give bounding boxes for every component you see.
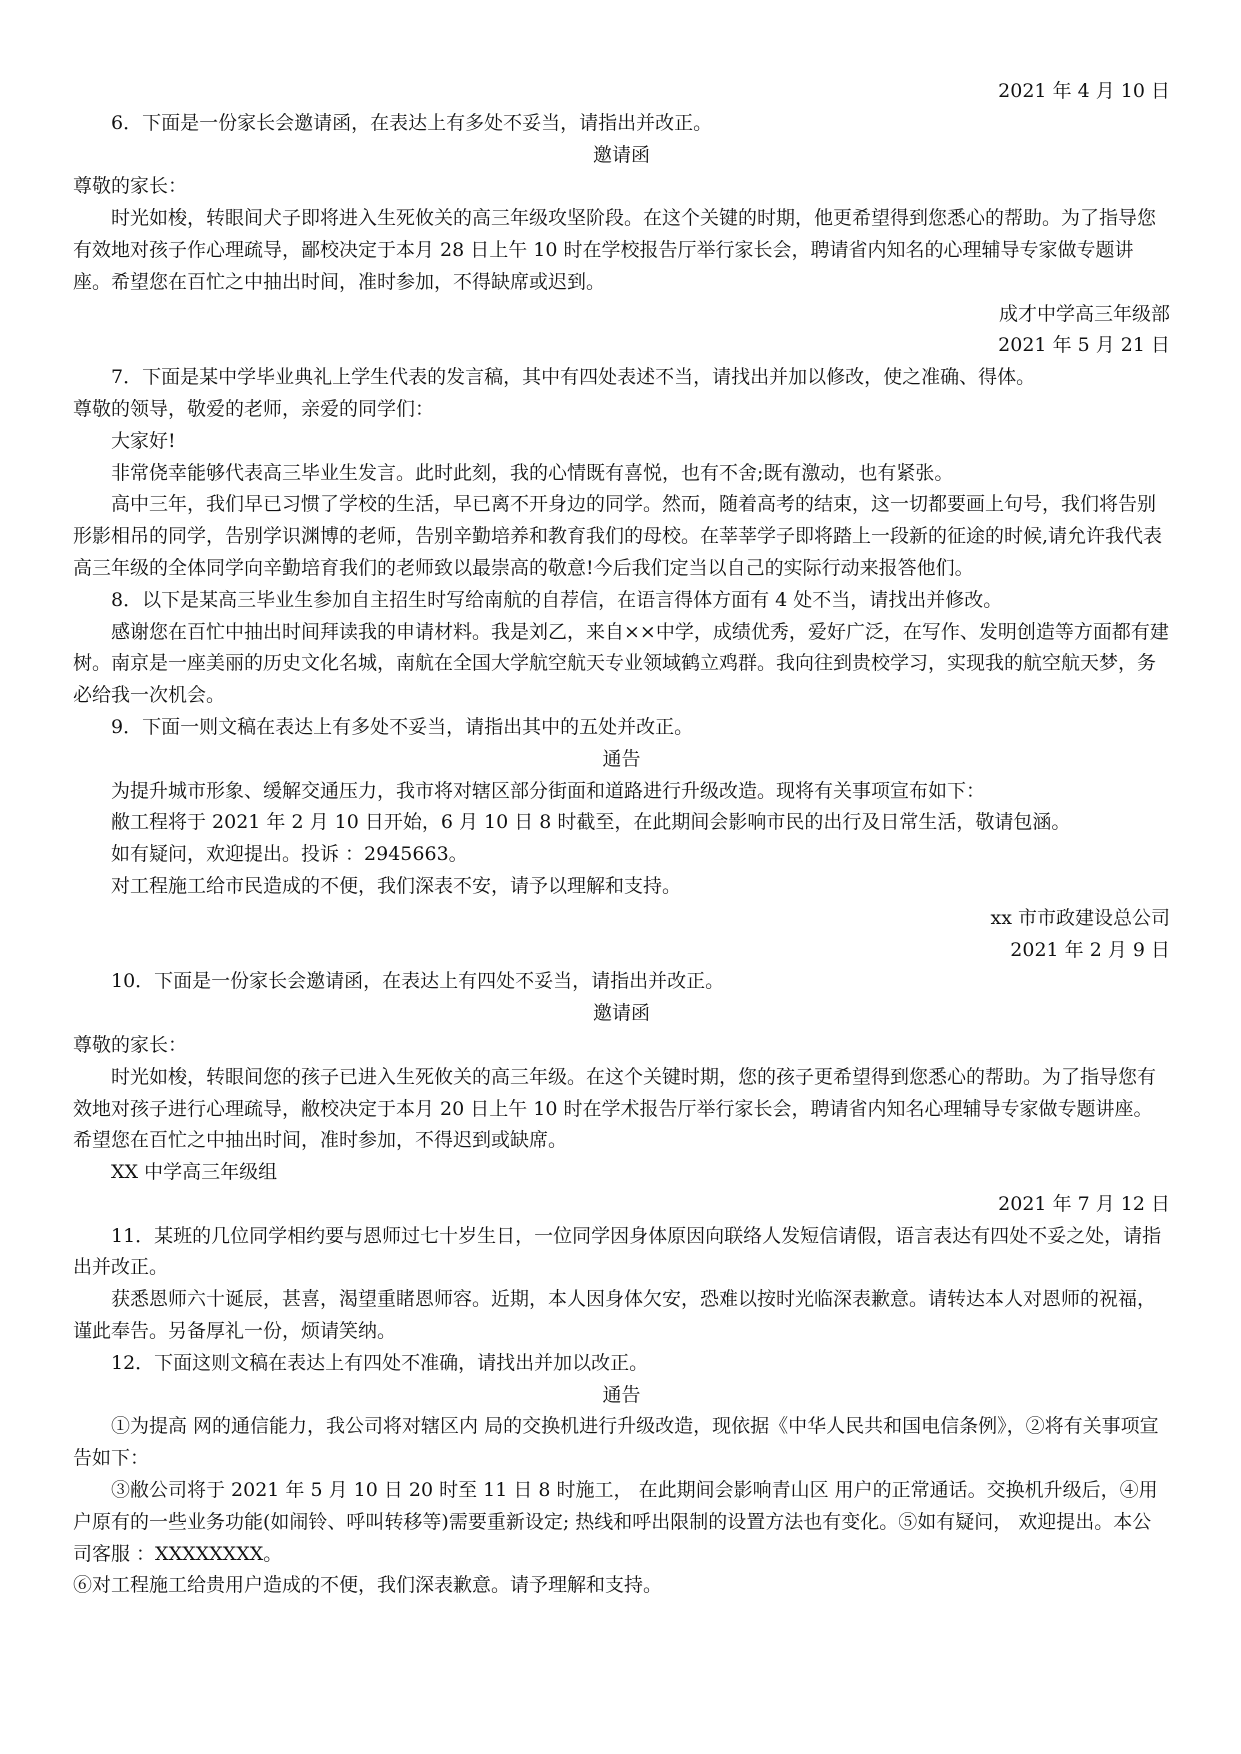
q6-signature: 成才中学高三年级部 [998,302,1170,325]
q12-para3: ⑥对工程施工给贵用户造成的不便，我们深表歉意。请予理解和支持。 [73,1574,663,1597]
q8-body: 感谢您在百忙中抽出时间拜读我的申请材料。我是刘乙，来自××中学，成绩优秀，爱好广泛，在写作、发明创造等方面都有建树。南京是一座美丽的历史文化名城，南航在全国大学航空航天专业领域鹤立鸡群。我向往到贵校学习，实现我的航空航天梦，务必给我一次机会。 [73,620,1169,707]
q9-date: 2021 年 2 月 9 日 [1010,938,1170,961]
q7-greeting: 大家好! [111,429,176,452]
q10-question: 10．下面是一份家长会邀请函，在表达上有四处不妥当，请指出并改正。 [111,970,725,993]
q7-para1: 非常侥幸能够代表高三毕业生发言。此时此刻，我的心情既有喜悦，也有不舍;既有激动，也有紧张。 [111,461,954,484]
q12-para1: ①为提高 网的通信能力，我公司将对辖区内 局的交换机进行升级改造，现依据《中华人民共和国电信条例》，②将有关事项宣告如下： [73,1415,1159,1470]
q8-question: 8．以下是某高三毕业生参加自主招生时写给南航的自荐信，在语言得体方面有 4 处不当，请找出并修改。 [111,588,1003,611]
q12-question: 12．下面这则文稿在表达上有四处不准确，请找出并加以改正。 [111,1351,649,1374]
q9-title: 通告 [602,747,641,770]
q12-title: 通告 [602,1383,641,1406]
q10-body: 时光如梭，转眼间您的孩子已进入生死攸关的高三年级。在这个关键时期，您的孩子更希望得到您悉心的帮助。为了指导您有效地对孩子进行心理疏导，敝校决定于本月 20 日上午 10 时在学术报告厅举行家长会，聘请省内知名心理辅导专家做专题讲座。希望您在百忙之中抽出时间，准时参加，不得迟到或缺席。 [73,1065,1157,1152]
q9-question: 9．下面一则文稿在表达上有多处不妥当，请指出其中的五处并改正。 [111,715,694,738]
q6-title: 邀请函 [592,143,650,166]
q6-body: 时光如梭，转眼间犬子即将进入生死攸关的高三年级攻坚阶段。在这个关键的时期，他更希望得到您悉心的帮助。为了指导您有效地对孩子作心理疏导，鄙校决定于本月 28 日上午 10 时在学校报告厅举行家长会，聘请省内知名的心理辅导专家做专题讲座。希望您在百忙之中抽出时间，准时参加，不得缺席或迟到。 [73,207,1157,293]
q6-salutation: 尊敬的家长： [73,175,188,198]
top-date: 2021 年 4 月 10 日 [998,80,1170,102]
q9-line2: 敝工程将于 2021 年 2 月 10 日开始，6 月 10 日 8 时截至，在此期间会影响市民的出行及日常生活，敬请包涵。 [111,811,1071,834]
q7-question: 7．下面是某中学毕业典礼上学生代表的发言稿，其中有四处表述不当，请找出并加以修改，使之准确、得体。 [111,366,1036,389]
q7-salutation: 尊敬的领导，敬爱的老师，亲爱的同学们： [73,397,435,420]
q6-date: 2021 年 5 月 21 日 [998,334,1170,357]
q6-question: 6．下面是一份家长会邀请函，在表达上有多处不妥当，请指出并改正。 [111,111,713,134]
q10-date: 2021 年 7 月 12 日 [998,1192,1170,1215]
q10-title: 邀请函 [592,1002,650,1025]
q9-line1: 为提升城市形象、缓解交通压力，我市将对辖区部分街面和道路进行升级改造。现将有关事项宣布如下： [111,779,986,802]
q11-question: 11．某班的几位同学相约要与恩师过七十岁生日，一位同学因身体原因向联络人发短信请假，语言表达有四处不妥之处，请指出并改正。 [73,1224,1162,1279]
q10-salutation: 尊敬的家长： [73,1033,188,1056]
q9-line3: 如有疑问，欢迎提出。投诉 ：2945663。 [111,843,468,866]
q12-para2: ③敝公司将于 2021 年 5 月 10 日 20 时至 11 日 8 时施工， 在此期间会影响青山区 用户的正常通话。交换机升级后，④用户原有的一些业务功能(如闹铃、呼叫转移等)需要重新设定; 热线和呼出限制的设置方法也有变化。⑤如有疑问， 欢迎提出。本公司客服 ：XXXXXXXX。 [73,1479,1158,1565]
q9-line4: 对工程施工给市民造成的不便，我们深表不安，请予以理解和支持。 [111,874,682,897]
q11-body: 获悉恩师六十诞辰，甚喜，渴望重睹恩师容。近期，本人因身体欠安，恐难以按时光临深表歉意。请转达本人对恩师的祝福，谨此奉告。另备厚礼一份，烦请笑纳。 [73,1288,1157,1343]
q10-signature: XX 中学高三年级组 [111,1161,278,1184]
document-body [73,76,1170,1602]
q9-signature: xx 市市政建设总公司 [990,906,1170,929]
q7-para2: 高中三年，我们早已习惯了学校的生活，早已离不开身边的同学。然而，随着高考的结束，这一切都要画上句号，我们将告别形影相吊的同学，告别学识渊博的老师，告别辛勤培养和教育我们的母校。在莘莘学子即将踏上一段新的征途的时候,请允许我代表高三年级的全体同学向辛勤培育我们的老师致以最崇高的敬意!今后我们定当以自己的实际行动来报答他们。 [73,493,1163,579]
